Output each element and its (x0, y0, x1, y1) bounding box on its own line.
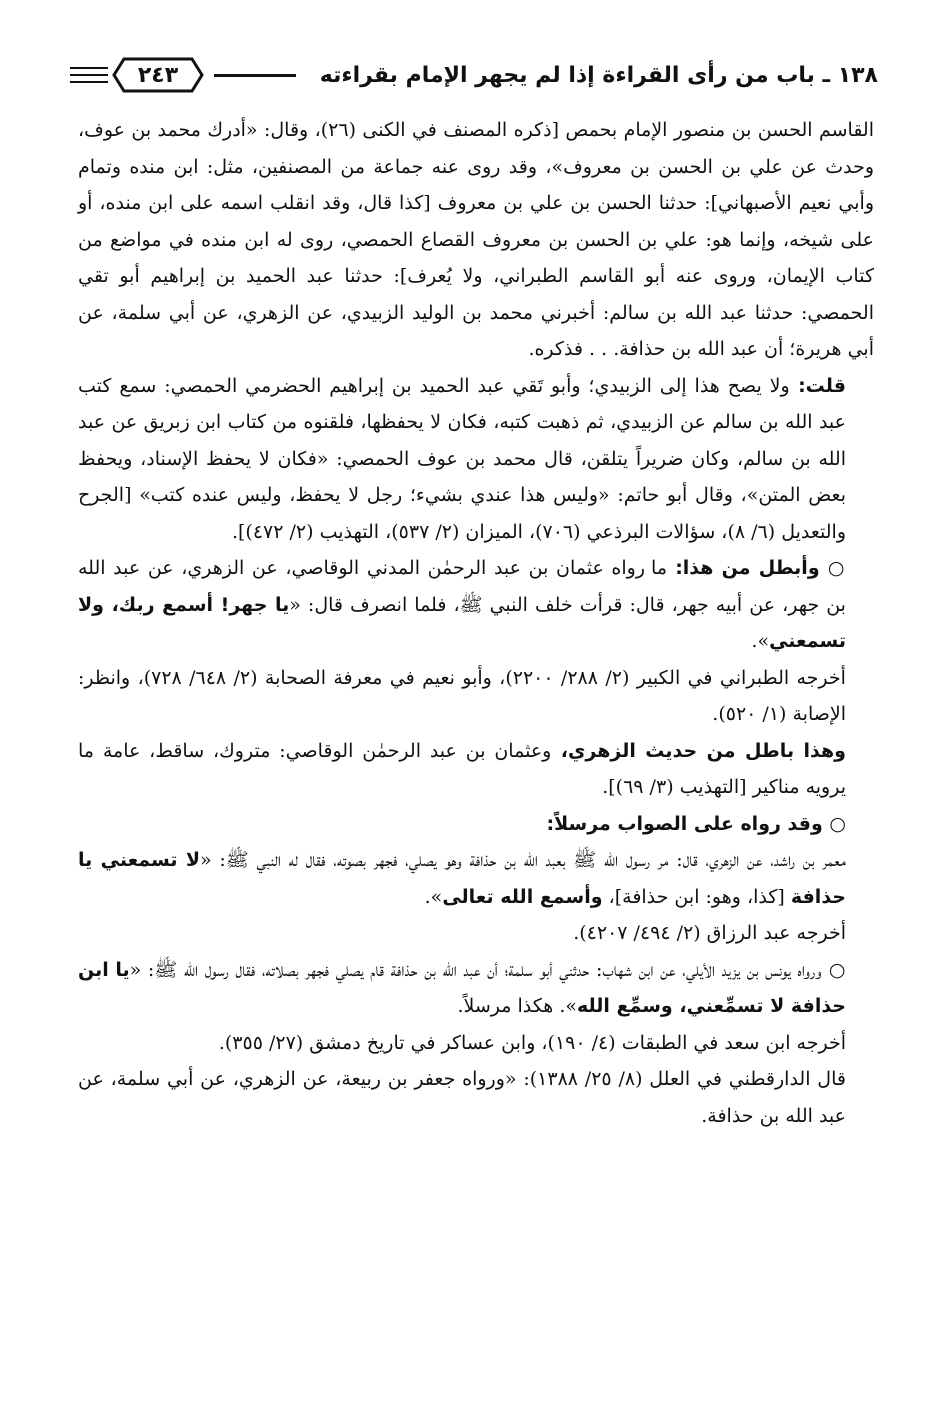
bullet-mark: ○ (822, 812, 846, 835)
paragraph-10 (78, 1025, 874, 1062)
paragraph-3 (78, 550, 874, 660)
ornament-lines (70, 67, 108, 83)
hadith-quote: يا جهر! أسمع ربك، ولا تسمعني (78, 593, 846, 652)
paragraph-text: أخرجه عبد الرزاق (٢/ ٤٩٤/ ٤٢٠٧). (573, 922, 846, 944)
paragraph-text: القاسم الحسن بن منصور الإمام بحمص [ذكره المصنف في الكنى (٢٦)، وقال: «أدرك محمد بن عوف، وحدث عن علي بن الحسن بن معروف»، وقد روى عنه جماعة من المصنفين، مثل: ابن منده وتمام وأبي نعيم الأصبهاني]: حدثنا الحسن بن علي بن معروف [كذا قال، وقد انقلب اسمه على ابن منده، أو على شيخه، وإنما هو: علي بن الحسن بن معروف القصاع الحمصي، روى له ابن منده في مواضع من كتاب الإيمان، وروى عنه أبو القاسم الطبراني، ولا يُعرف]: حدثنا عبد الحميد بن إبراهيم أبو تقي الحمصي: حدثنا عبد الله بن سالم: أخبرني محمد بن الوليد الزبيدي، عن الزهري، عن أبي سلمة، عن أبي هريرة؛ أن عبد الله بن حذافة. . . فذكره. (78, 119, 874, 360)
lead-label: وهذا باطل من حديث الزهري، (551, 739, 846, 762)
paragraph-5 (78, 733, 874, 806)
lead-label: قلت: (789, 374, 846, 397)
paragraph-2 (78, 368, 874, 551)
lead-label: ○ وأبطل من هذا: (667, 557, 846, 579)
paragraph-11 (78, 1061, 874, 1134)
quote-close: ». هكذا مرسلاً. (457, 995, 577, 1017)
paragraph-text: قال الدارقطني في العلل (٨/ ٢٥/ ١٣٨٨): «ورواه جعفر بن ربيعة، عن الزهري، عن أبي سلمة، عن عبد الله بن حذافة. (78, 1068, 846, 1127)
hadith-quote: لا تسمعني يا حذافة (78, 849, 846, 908)
page-header (70, 40, 878, 110)
page-number-ornament (70, 55, 204, 95)
quote-close: ». (424, 885, 443, 908)
paragraph-text: ورواه يونس بن يزيد الأيلي، عن ابن شهاب: حدثني أبو سلمة؛ أن عبد الله بن حذافة قام يصلي فجهر بصلاته، فقال رسول الله ﷺ: « (129, 958, 822, 981)
paragraph-text: أخرجه الطبراني في الكبير (٢/ ٢٨٨/ ٢٢٠٠)، وأبو نعيم في معرفة الصحابة (٢/ ٦٤٨/ ٧٢٨)، وانظر: الإصابة (١/ ٥٢٠). (78, 666, 846, 725)
paragraph-4 (78, 660, 874, 733)
page-number-text: ٢٤٣ (137, 62, 179, 88)
chapter-title: ١٣٨ ـ باب من رأى القراءة إذا لم يجهر الإمام بقراءته (319, 62, 878, 88)
paragraph-text: معمر بن راشد، عن الزهري، قال: مر رسول الله ﷺ بعبد الله بن حذافة وهو يصلي، فجهر بصوته، فقال له النبي ﷺ: « (199, 849, 846, 871)
paragraph-1 (78, 112, 874, 368)
paragraph-text: أخرجه ابن سعد في الطبقات (٤/ ١٩٠)، وابن عساكر في تاريخ دمشق (٢٧/ ٣٥٥). (218, 1031, 846, 1054)
editor-note: [كذا، وهو: ابن حذافة]، (602, 885, 791, 908)
paragraph-6 (78, 806, 874, 843)
page-number (112, 55, 204, 95)
section-heading: وقد رواه على الصواب مرسلاً: (546, 812, 823, 835)
paragraph-text: وعثمان بن عبد الرحمٰن الوقاصي: متروك، ساقط، عامة ما يرويه مناكير [التهذيب (٣/ ٦٩)]. (78, 739, 846, 798)
bullet-mark: ○ (821, 958, 846, 981)
quote-close: ». (751, 630, 770, 652)
page-body (78, 112, 874, 1378)
header-rule (214, 74, 296, 77)
paragraph-text: ولا يصح هذا إلى الزبيدي؛ وأبو تَقي عبد الحميد بن إبراهيم الحضرمي الحمصي: سمع كتب عبد الله بن سالم عن الزبيدي، ثم ذهبت كتبه، فكان لا يحفظها، فلقنوه من كتاب ابن زبريق عن عبد الله بن سالم، وكان ضريراً يتلقن، قال محمد بن عوف الحمصي: «فكان لا يحفظ الإسناد، ويحفظ بعض المتن»، وقال أبو حاتم: «وليس هذا عندي بشيء؛ رجل لا يحفظ، وليس عنده كتب» [الجرح والتعديل (٦/ ٨)، سؤالات البرذعي (٧٠٦)، الميزان (٢/ ٥٣٧)، التهذيب (٢/ ٤٧٢)]. (78, 374, 846, 543)
paragraph-9 (78, 952, 874, 1025)
hadith-quote: يا ابن حذافة لا تسمِّعني، وسمِّع الله (78, 958, 846, 1017)
hadith-quote: وأسمع الله تعالى (442, 885, 603, 908)
paragraph-8 (78, 915, 874, 952)
paragraph-7 (78, 842, 874, 915)
paragraph-text: ما رواه عثمان بن عبد الرحمٰن المدني الوقاصي، عن الزهري، عن عبد الله بن جهر، عن أبيه جهر، قال: قرأت خلف النبي ﷺ، فلما انصرف قال: « (78, 557, 846, 616)
